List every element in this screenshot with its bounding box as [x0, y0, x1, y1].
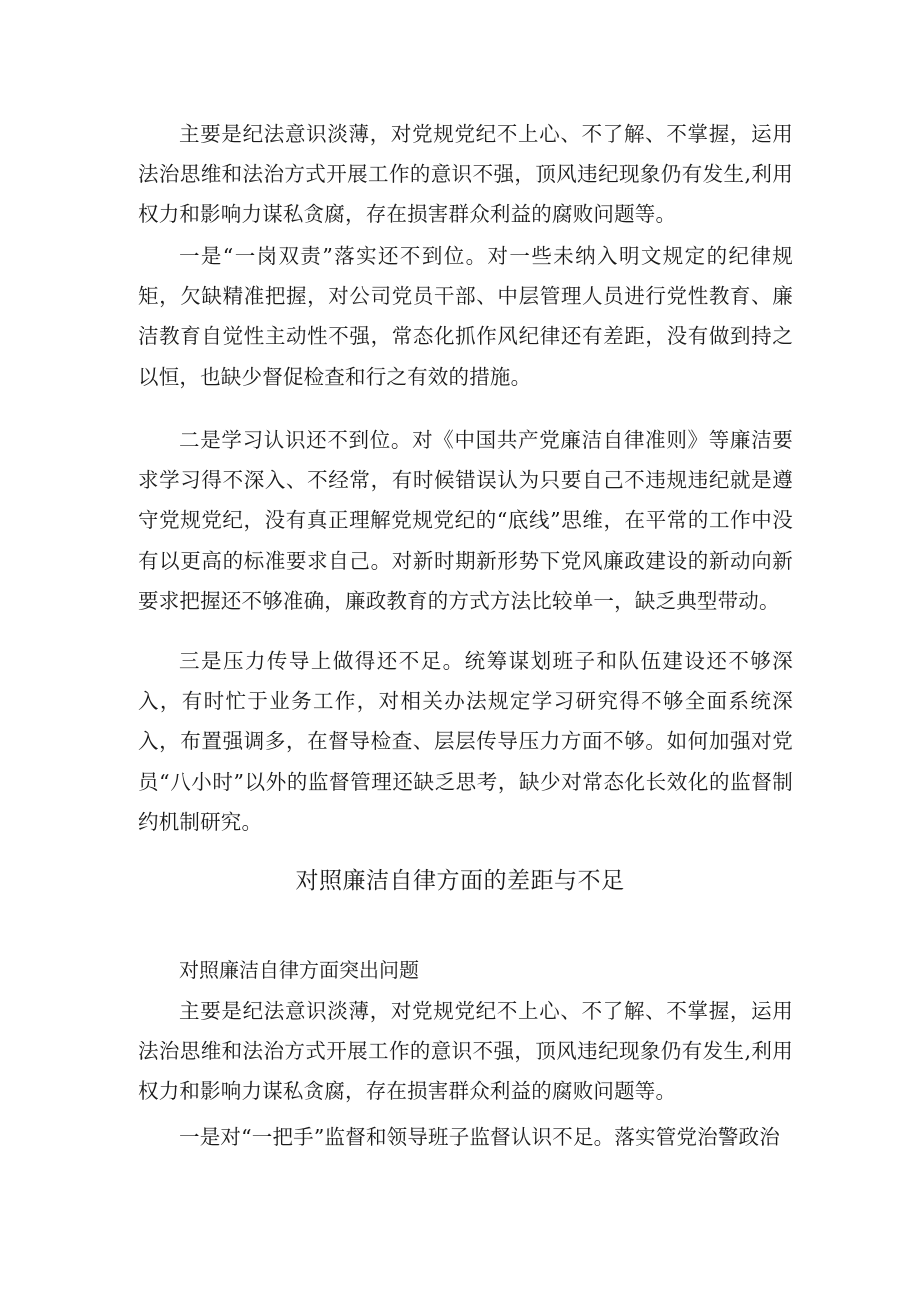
section-title: 对照廉洁自律方面的差距与不足 [295, 868, 625, 894]
body-paragraph: 二是学习认识还不到位。对《中国共产党廉洁自律准则》等廉洁要求学习得不深入、不经常，有时候错误认为只要自己不违规违纪就是遵守党规党纪，没有真正理解党规党纪的“底线”思维，在平常的工作中没有以更高的标准要求自己。对新时期新形势下党风廉政建设的新动向新要求把握还不够准确，廉政教育的方式方法比较单一，缺乏典型带动。 [138, 428, 793, 613]
body-paragraph: 一是对“一把手”监督和领导班子监督认识不足。落实管党治警政治 [179, 1125, 780, 1149]
body-paragraph: 三是压力传导上做得还不足。统筹谋划班子和队伍建设还不够深入，有时忙于业务工作，对相关办法规定学习研究得不够全面系统深入，布置强调多，在督导检查、层层传导压力方面不够。如何加强对党员“八小时”以外的监督管理还缺乏思考，缺少对常态化长效化的监督制约机制研究。 [138, 649, 793, 834]
body-paragraph: 主要是纪法意识淡薄，对党规党纪不上心、不了解、不掌握，运用法治思维和法治方式开展工作的意识不强，顶风违纪现象仍有发生,利用权力和影响力谋私贪腐，存在损害群众利益的腐败问题等。 [138, 122, 793, 227]
body-paragraph: 主要是纪法意识淡薄，对党规党纪不上心、不了解、不掌握，运用法治思维和法治方式开展工作的意识不强，顶风违纪现象仍有发生,利用权力和影响力谋私贪腐，存在损害群众利益的腐败问题等。 [138, 999, 793, 1104]
body-paragraph: 一是“一岗双责”落实还不到位。对一些未纳入明文规定的纪律规矩，欠缺精准把握，对公司党员干部、中层管理人员进行党性教育、廉洁教育自觉性主动性不强，常态化抓作风纪律还有差距，没有做到持之以恒，也缺少督促检查和行之有效的措施。 [138, 244, 793, 389]
section-subtitle: 对照廉洁自律方面突出问题 [179, 958, 419, 982]
